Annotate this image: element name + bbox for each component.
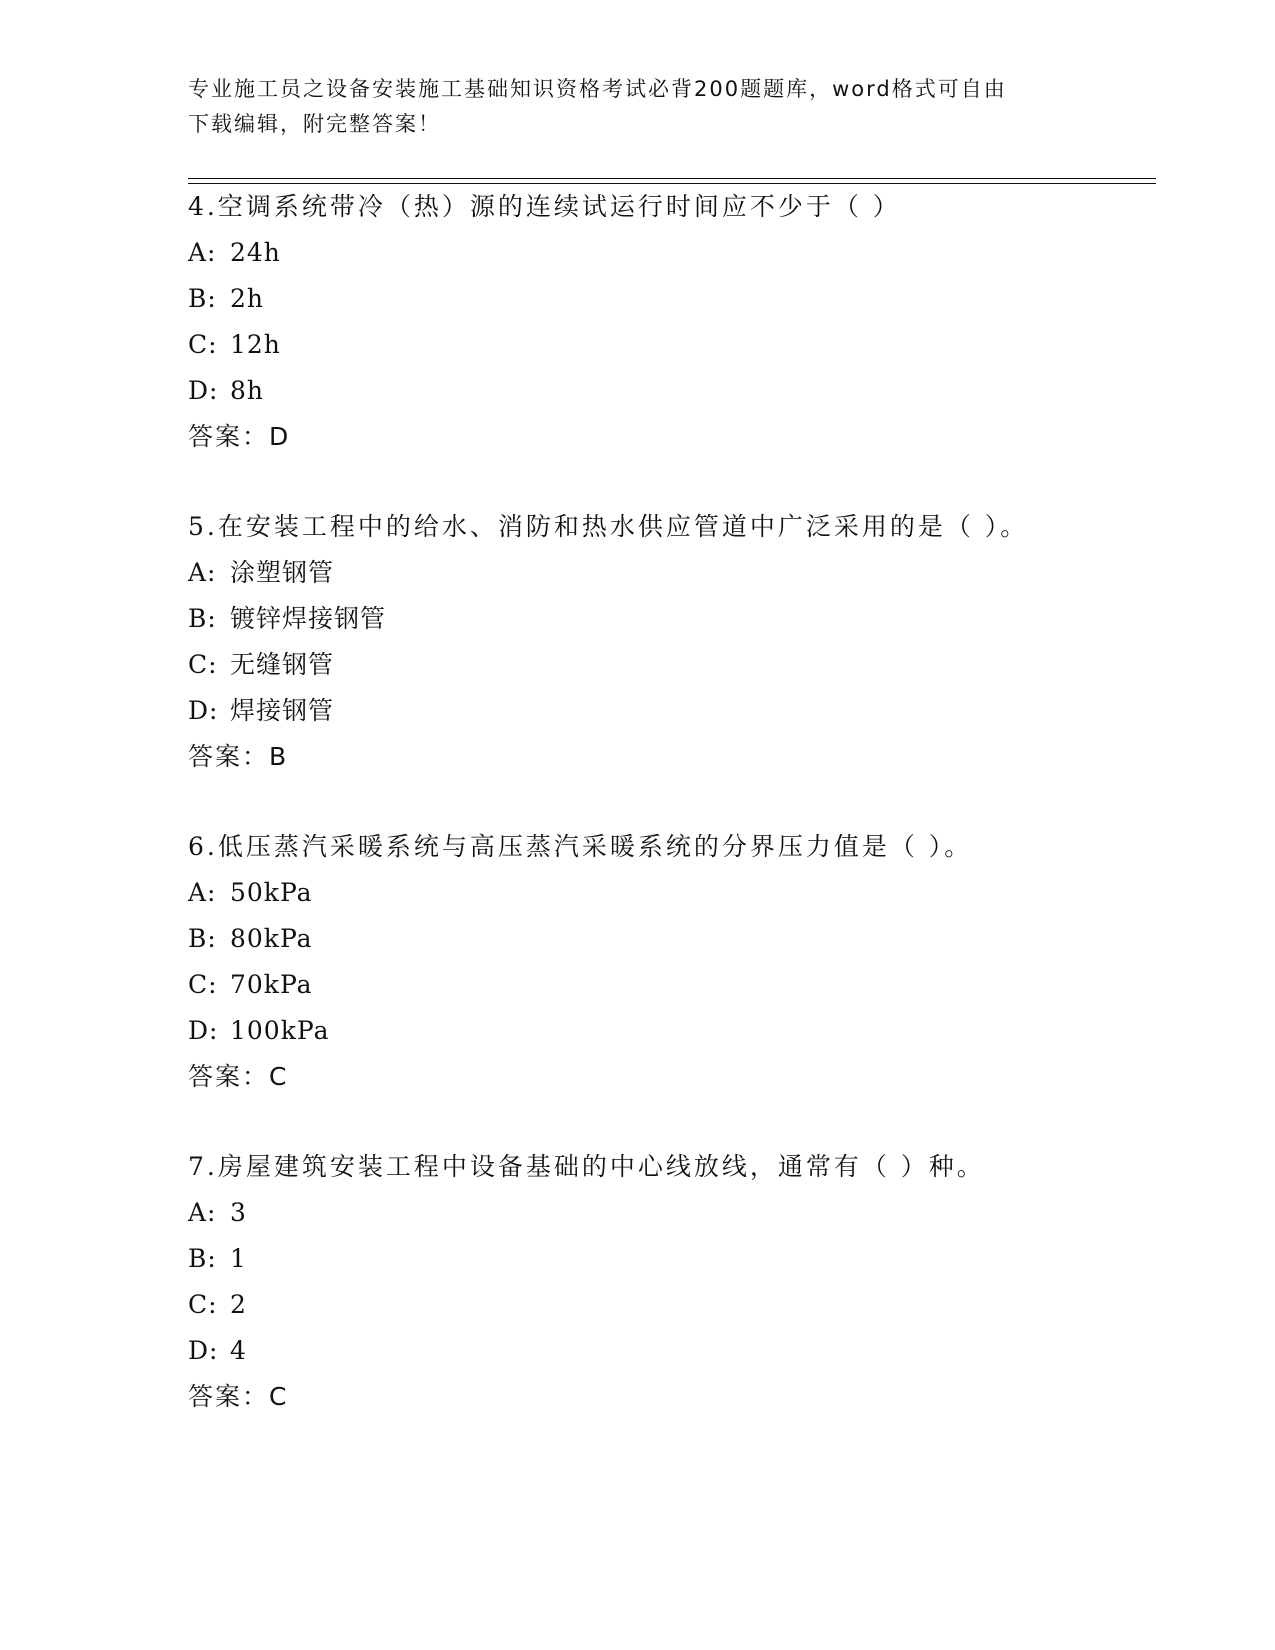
option-letter: B:: [188, 924, 217, 953]
option-b: [188, 276, 1148, 322]
option-letter: B:: [188, 284, 217, 313]
header-line-2: 下载编辑，附完整答案！: [188, 112, 441, 136]
header-divider-top: [188, 178, 1156, 179]
question-stem: 7.房屋建筑安装工程中设备基础的中心线放线，通常有（ ）种。: [188, 1152, 985, 1181]
answer-line: 答案：B: [188, 742, 289, 771]
option-text: 50kPa: [230, 878, 313, 907]
question-block: [188, 1144, 1148, 1420]
option-text: 2: [230, 1290, 247, 1319]
option-letter: C:: [188, 330, 218, 359]
option-letter: D:: [188, 1016, 219, 1045]
answer-line: 答案：C: [188, 1062, 289, 1091]
option-letter: A:: [188, 558, 217, 587]
option-letter: B:: [188, 604, 217, 633]
question-stem: 5.在安装工程中的给水、消防和热水供应管道中广泛采用的是（ ）。: [188, 512, 1029, 541]
option-text: 3: [230, 1198, 247, 1227]
question-stem: 4.空调系统带冷（热）源的连续试运行时间应不少于（ ）: [188, 192, 901, 221]
option-text: 无缝钢管: [230, 650, 335, 679]
option-letter: A:: [188, 878, 217, 907]
option-text: 2h: [230, 284, 265, 313]
option-d: [188, 688, 1148, 734]
option-text: 100kPa: [230, 1016, 330, 1045]
option-text: 70kPa: [230, 970, 313, 999]
header-line-1: 专业施工员之设备安装施工基础知识资格考试必背200题题库，word格式可自由: [188, 77, 1007, 101]
option-text: 1: [230, 1244, 247, 1273]
option-letter: A:: [188, 238, 217, 267]
option-letter: D:: [188, 696, 219, 725]
option-letter: C:: [188, 1290, 218, 1319]
option-c: [188, 1282, 1148, 1328]
option-letter: A:: [188, 1198, 217, 1227]
option-letter: D:: [188, 1336, 219, 1365]
option-letter: B:: [188, 1244, 217, 1273]
option-b: [188, 916, 1148, 962]
question-block: [188, 504, 1148, 780]
option-d: [188, 368, 1148, 414]
question-block: [188, 824, 1148, 1100]
option-text: 8h: [230, 376, 265, 405]
option-d: [188, 1008, 1148, 1054]
option-a: [188, 230, 1148, 276]
question-block: [188, 184, 1148, 460]
option-text: 24h: [230, 238, 281, 267]
option-text: 4: [230, 1336, 247, 1365]
option-a: [188, 870, 1148, 916]
option-a: [188, 550, 1148, 596]
option-letter: C:: [188, 650, 218, 679]
answer-line: 答案：C: [188, 1382, 289, 1411]
option-b: [188, 1236, 1148, 1282]
option-letter: D:: [188, 376, 219, 405]
document-header: [188, 72, 1068, 142]
question-stem: 6.低压蒸汽采暖系统与高压蒸汽采暖系统的分界压力值是（ ）。: [188, 832, 973, 861]
option-letter: C:: [188, 970, 218, 999]
option-text: 镀锌焊接钢管: [230, 604, 387, 633]
option-text: 涂塑钢管: [230, 558, 335, 587]
option-c: [188, 322, 1148, 368]
option-text: 焊接钢管: [230, 696, 335, 725]
option-c: [188, 962, 1148, 1008]
option-text: 12h: [230, 330, 281, 359]
option-d: [188, 1328, 1148, 1374]
option-a: [188, 1190, 1148, 1236]
option-text: 80kPa: [230, 924, 313, 953]
option-b: [188, 596, 1148, 642]
answer-line: 答案：D: [188, 422, 291, 451]
option-c: [188, 642, 1148, 688]
